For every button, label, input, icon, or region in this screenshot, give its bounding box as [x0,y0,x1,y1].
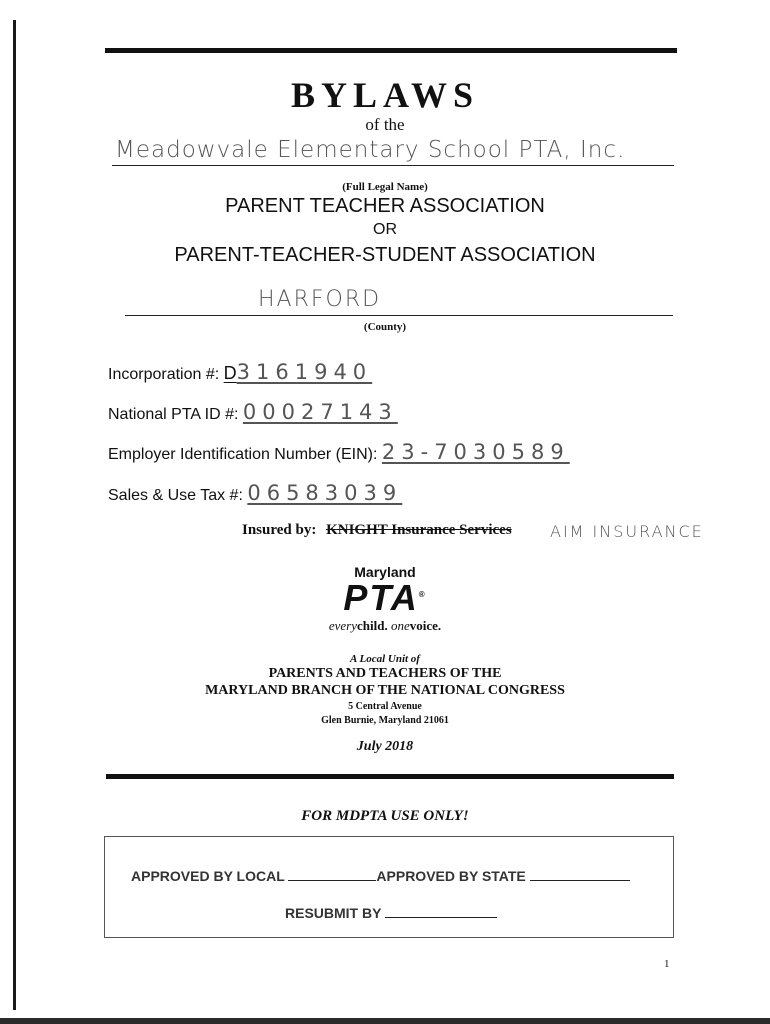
affiliation-line-2: MARYLAND BRANCH OF THE NATIONAL CONGRESS [205,683,565,698]
assoc-or: OR [373,221,397,238]
sales-tax-row [108,481,402,505]
incorporation-prefix: D [223,363,237,383]
bottom-rule [106,774,674,779]
approved-local-blank[interactable] [288,866,376,881]
sales-tax-label: Sales & Use Tax #: [108,487,243,504]
slogan-one: one [390,618,410,633]
insured-handwritten-value: AIM INSURANCE [550,522,704,541]
assoc-line-2: PARENT-TEACHER-STUDENT ASSOCIATION [174,244,596,266]
ein-label: Employer Identification Number (EIN): [108,446,378,463]
assoc-line-1: PARENT TEACHER ASSOCIATION [225,195,545,217]
slogan-voice: voice. [409,618,442,633]
approved-local-label: APPROVED BY LOCAL [131,868,285,884]
legal-name-caption: (Full Legal Name) [342,181,428,193]
sales-tax-value: 06583039 [247,481,403,505]
slogan-child: child. [356,618,388,633]
ein-row [108,440,570,464]
approved-state-blank[interactable] [530,866,630,881]
slogan-every: every [328,618,357,633]
scan-edge-left [13,20,16,1010]
incorporation-label: Incorporation #: [108,366,220,383]
logo-registered-mark: ® [418,590,427,599]
national-pta-label: National PTA ID #: [108,406,239,423]
affiliation-line-1: PARENTS AND TEACHERS OF THE [268,666,502,681]
address-line-2: Glen Burnie, Maryland 21061 [321,715,449,726]
county-line [125,315,673,316]
approval-box [104,836,674,938]
pta-logo [0,577,770,619]
national-pta-value: 00027143 [242,400,398,424]
scan-edge-bottom [0,1018,770,1024]
county-value: HARFORD [258,287,382,312]
office-use-heading: FOR MDPTA USE ONLY! [301,808,469,824]
page-number: 1 [664,958,670,970]
approval-row [131,866,630,884]
insured-struck-value: KNIGHT Insurance Services [326,522,512,538]
logo-maryland: Maryland [354,564,416,580]
bylaws-date: July 2018 [356,739,414,754]
top-rule [105,48,677,53]
approved-state-label: APPROVED BY STATE [376,868,526,884]
insured-label: Insured by: [242,522,317,538]
local-unit-text: A Local Unit of [350,653,420,665]
legal-name-line [112,165,674,166]
address-line-1: 5 Central Avenue [348,701,422,712]
incorporation-value: 3161940 [236,360,373,384]
legal-name-value: Meadowvale Elementary School PTA, Inc. [115,137,626,163]
resubmit-blank[interactable] [385,903,497,918]
ein-value: 23-7030589 [381,440,570,464]
document-title: BYLAWS [290,75,480,115]
incorporation-row [108,360,372,384]
logo-pta-text: PTA [343,577,419,618]
resubmit-label: RESUBMIT BY [285,905,382,921]
national-pta-row [108,400,398,424]
county-caption: (County) [363,321,407,333]
insured-line [242,522,512,539]
resubmit-row [285,903,497,921]
of-the-text: of the [365,115,405,134]
logo-slogan [0,618,770,634]
